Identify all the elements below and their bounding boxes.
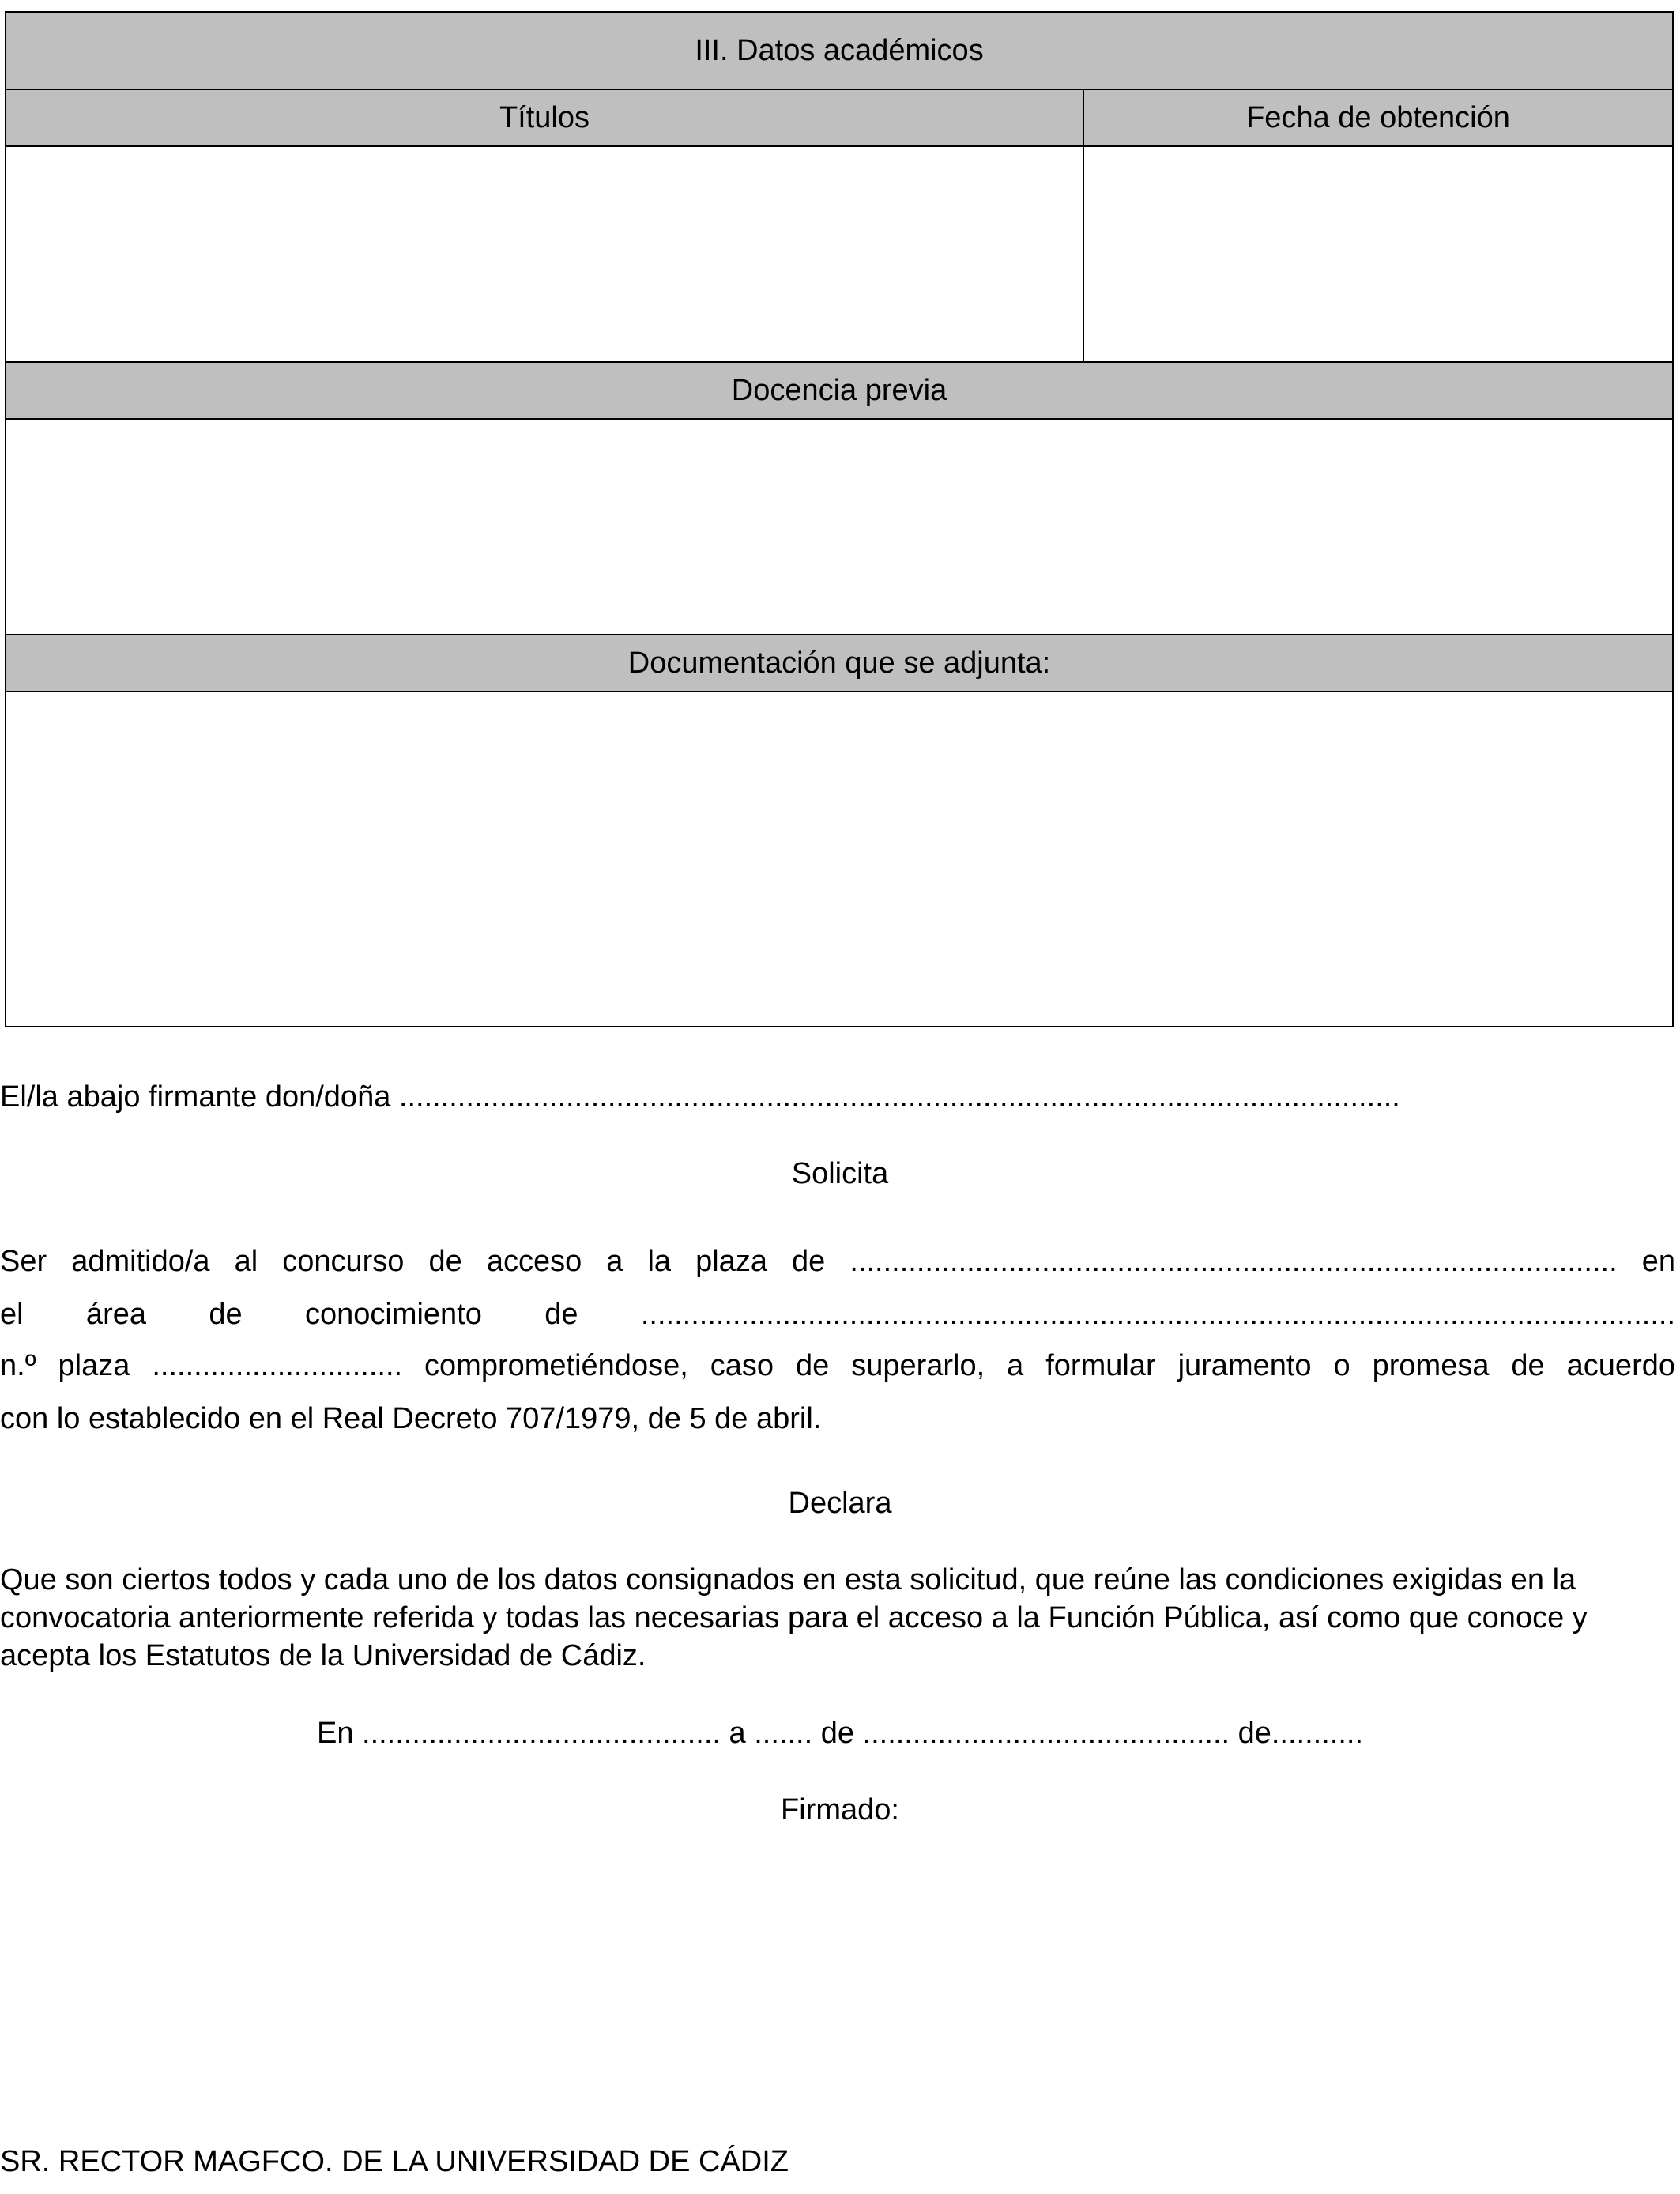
- academic-data-table: [5, 11, 1674, 1027]
- teaching-input-cell[interactable]: [6, 419, 1673, 635]
- request-line-2: el área de conocimiento de ............................................................................................................................: [0, 1298, 1675, 1331]
- declaration-text: Que son ciertos todos y cada uno de los datos consignados en esta solicitud, que reúne las condiciones exigidas en la convocatoria anteriormente referida y todas las necesarias para el acceso a la Función Pública, así como que conoce y acepta los Estatutos de la Universidad de Cádiz.: [0, 1563, 1588, 1672]
- place-date-line: En ........................................... a ....... de ............................................ de...........: [316, 1717, 1364, 1750]
- declaration-heading: Declara: [788, 1487, 892, 1520]
- titles-column-header: Títulos: [6, 89, 1083, 146]
- documentation-header: Documentación que se adjunta:: [6, 635, 1673, 692]
- documentation-input-cell[interactable]: [6, 692, 1673, 1027]
- titles-input-cell[interactable]: [6, 146, 1083, 362]
- date-column-header: Fecha de obtención: [1083, 89, 1673, 146]
- date-input-cell[interactable]: [1083, 146, 1673, 362]
- request-line-4: con lo establecido en el Real Decreto 707/1979, de 5 de abril.: [0, 1402, 822, 1435]
- section-title: III. Datos académicos: [6, 12, 1673, 89]
- signature-label: Firmado:: [781, 1793, 899, 1826]
- request-line-1: Ser admitido/a al concurso de acceso a la plaza de ............................................................................................ en: [0, 1245, 1675, 1278]
- applicant-line: El/la abajo firmante don/doña ........................................................................................................................: [0, 1080, 1400, 1114]
- request-line-3: n.º plaza .............................. comprometiéndose, caso de superarlo, a formular juramento o promesa de acuerdo: [0, 1349, 1675, 1382]
- request-heading: Solicita: [791, 1157, 889, 1190]
- teaching-header: Docencia previa: [6, 362, 1673, 419]
- addressee: SR. RECTOR MAGFCO. DE LA UNIVERSIDAD DE CÁDIZ: [0, 2145, 789, 2178]
